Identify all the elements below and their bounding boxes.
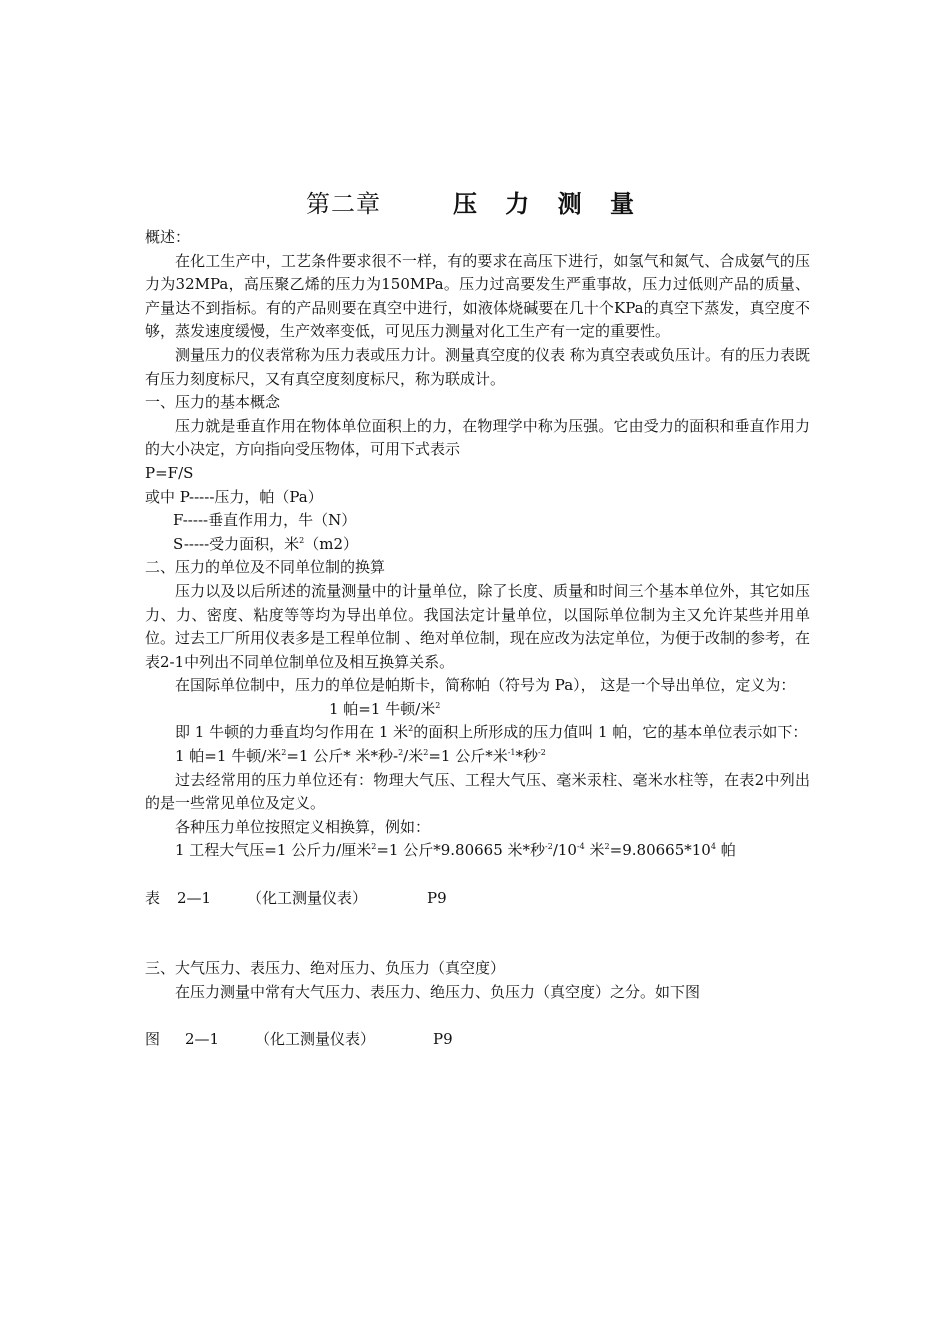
formula-def-p: 或中 P-----压力，帕（Pa） (145, 487, 323, 506)
section-2-paragraph-4: 过去经常用的压力单位还有：物理大气压、工程大气压、毫米汞柱、毫米水柱等，在表2中列出的是一些常见单位及定义。 (145, 770, 810, 813)
section-1-paragraph: 压力就是垂直作用在物体单位面积上的力，在物理学中称为压强。它由受力的面积和垂直作用力的大小决定，方向指向受压物体，可用下式表示 (145, 416, 810, 459)
formula-def-f: F-----垂直作用力，牛（N） (173, 511, 357, 530)
formula-def-s: S-----受力面积，米$^2$（m2） (173, 534, 359, 553)
section-2-paragraph-5: 各种压力单位按照定义相换算，例如： (175, 817, 431, 836)
section-1-heading: 一、压力的基本概念 (145, 393, 281, 412)
chapter-title (0, 184, 950, 219)
pascal-definition: 1 帕=1 牛顿/米$^2$ (329, 699, 441, 718)
section-2-paragraph-3: 即 1 牛顿的力垂直均匀作用在 1 米$^2$的面积上所形成的压力值叫 1 帕，它的基本单位表示如下： (175, 723, 808, 742)
conversion-example-equation: 1 工程大气压=1 公斤力/厘米$^2$=1 公斤*9.80665 米*秒$^{-2}/10^{-4}$ 米$^2=9.80665*10^4$ 帕 (175, 841, 736, 860)
section-3-paragraph: 在压力测量中常有大气压力、表压力、绝压力、负压力（真空度）之分。如下图 (175, 982, 701, 1001)
section-2-paragraph-2: 在国际单位制中，压力的单位是帕斯卡，简称帕（符号为 Pa）， 这是一个导出单位，定义为： (175, 676, 796, 695)
overview-paragraph-2: 测量压力的仪表常称为压力表或压力计。测量真空度的仪表 称为真空表或负压计。有的压力表既有压力刻度标尺，又有真空度刻度标尺，称为联成计。 (145, 345, 810, 388)
chapter-topic: 压 力 测 量 (452, 189, 645, 218)
document-body (145, 226, 810, 1052)
figure-caption: 图 2—1 （化工测量仪表） P9 (145, 1030, 453, 1048)
section-2-paragraph-1: 压力以及以后所述的流量测量中的计量单位，除了长度、质量和时间三个基本单位外，其它如压力、力、密度、粘度等等均为导出单位。我国法定计量单位，以国际单位制为主又允许某些并用单位。过去工厂所用仪表多是工程单位制 、绝对单位制，现在应改为法定单位，为便于改制的参考，在表2-1中列出不同单位制单位及相互换算关系。 (145, 581, 810, 671)
overview-heading: 概述： (145, 228, 191, 246)
pascal-base-units-equation: 1 帕=1 牛顿/米$^2$=1 公斤* 米*秒-$^2$/米$^2$=1 公斤*米$^{-1}$*秒$^{-2}$ (175, 747, 546, 766)
table-caption: 表 2—1 （化工测量仪表） P9 (145, 888, 447, 907)
pressure-formula: P=F/S (145, 463, 194, 482)
section-2-heading: 二、压力的单位及不同单位制的换算 (145, 558, 386, 577)
overview-paragraph-1: 在化工生产中，工艺条件要求很不一样，有的要求在高压下进行，如氢气和氮气、合成氨气的压力为32MPa，高压聚乙烯的压力为150MPa。压力过高要发生严重事故，压力过低则产品的质量、产量达不到指标。有的产品则要在真空中进行，如液体烧碱要在几十个KPa的真空下蒸发，真空度不够，蒸发速度缓慢，生产效率变低，可见压力测量对化工生产有一定的重要性。 (145, 251, 810, 341)
section-3-heading: 三、大气压力、表压力、绝对压力、负压力（真空度） (145, 959, 506, 978)
chapter-number: 第二章 (305, 190, 381, 218)
